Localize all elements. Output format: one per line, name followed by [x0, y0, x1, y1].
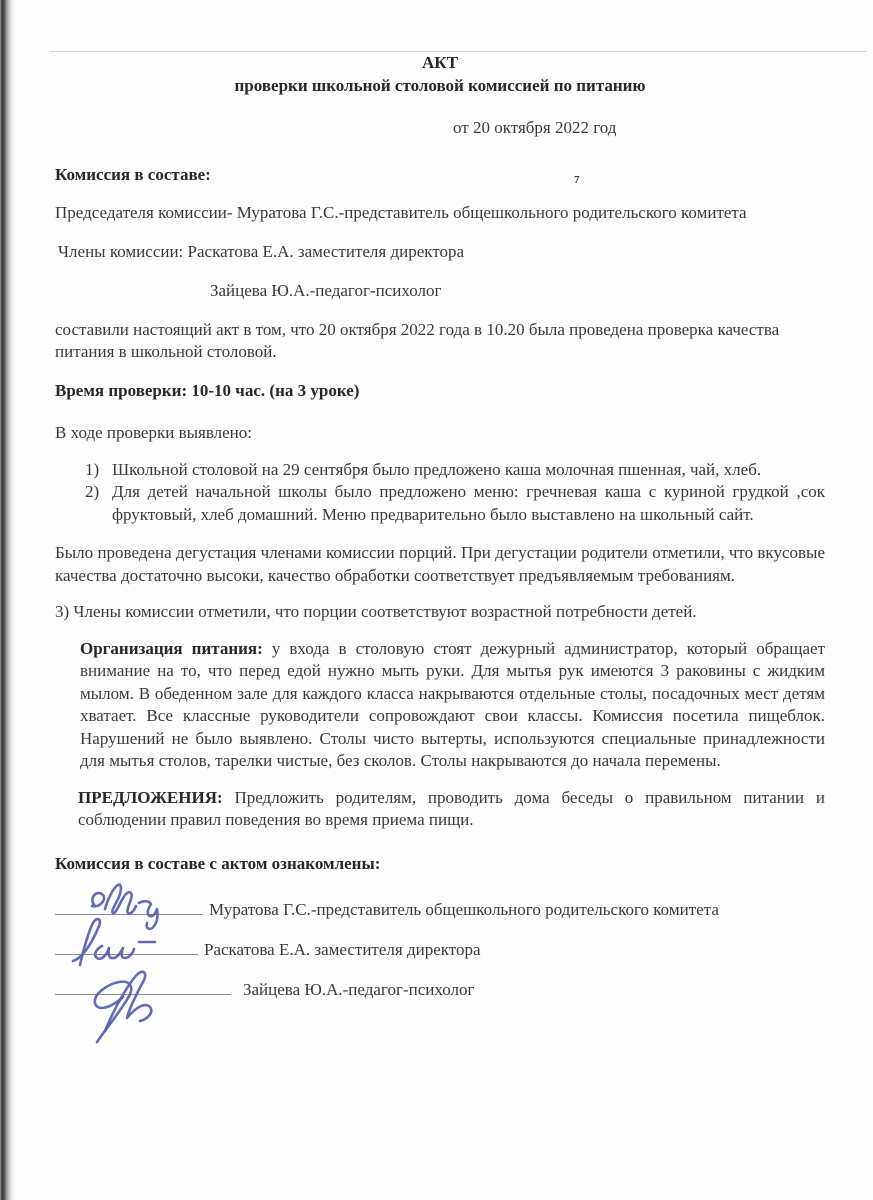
act-intro-paragraph: составили настоящий акт в том, что 20 октября 2022 года в 10.20 была проведена проверка качества питания в школьной столовой. [55, 319, 780, 361]
doc-subtitle: проверки школьной столовой комиссией по питанию [234, 75, 646, 95]
proposals-text: Предложить родителям, проводить дома беседы о правильном питании и соблюдении правил поведения во время приема пищи. [78, 787, 825, 829]
acknowledgement-heading: Комиссия в составе с актом ознакомлены: [55, 853, 381, 873]
commission-heading: Комиссия в составе: [55, 164, 211, 184]
handwritten-signature-muratova [81, 879, 173, 937]
organization-paragraph [55, 638, 825, 773]
signature-row-zaitseva [55, 979, 825, 1019]
proposals-paragraph [55, 787, 825, 832]
list-item-text: Для детей начальной школы было предложено меню: гречневая каша с куриной грудкой ,сок фруктовый, хлеб домашний. Меню предварительно было выставлено на школьный сайт. [112, 482, 825, 524]
signature-row-muratova [55, 899, 825, 939]
findings-list-item [55, 459, 825, 482]
stray-scan-mark: 7 [574, 174, 580, 186]
list-item-number: 2) [85, 482, 100, 501]
tasting-paragraph: Было проведена дегустация членами комиссии порций. При дегустации родители отметили, что вкусовые качества достаточно высоки, качество обработки соответствует предъявляемым требованиям. [55, 543, 825, 585]
signatory-name: Раскатова Е.А. заместителя директора [204, 940, 481, 959]
scan-left-edge-artifact [0, 0, 16, 1200]
signature-line [55, 993, 231, 995]
commission-member-1: Члены комиссии: Раскатова Е.А. заместителя директора [58, 241, 465, 261]
document-body [55, 52, 825, 1019]
list-item-number: 1) [85, 459, 100, 479]
doc-title: АКТ [422, 53, 458, 72]
signatory-name: Муратова Г.С.-представитель общешкольного родительского комитета [209, 900, 719, 919]
findings-list [55, 459, 825, 527]
findings-item-3: 3) Члены комиссии отметили, что порции соответствуют возрастной потребности детей. [55, 602, 697, 621]
findings-heading: В ходе проверки выявлено: [55, 423, 252, 442]
signatory-name: Зайцева Ю.А.-педагог-психолог [243, 980, 475, 999]
commission-chairman: Председателя комиссии- Муратова Г.С.-представитель общешкольного родительского комитета [55, 203, 747, 222]
signature-row-raskatova [55, 939, 825, 979]
doc-date: от 20 октября 2022 год [453, 118, 617, 137]
signature-line [55, 913, 203, 915]
organization-text: у входа в столовую стоят дежурный администратор, который обращает внимание на то, что перед едой нужно мыть руки. Для мытья рук имеются 3 раковины с жидким мылом. В обеденном зале для каждого класса накрываются отдельные столы, посадочных мест детям хватает. Все классные руководители сопровождают свои классы. Комиссия посетила пищеблок. Нарушений не было выявлено. Столы чисто вытерты, используются специальные принадлежности для мытья столов, тарелки чистые, без сколов. Столы накрываются до начала перемены. [80, 638, 825, 770]
inspection-time-heading: Время проверки: 10-10 час. (на 3 уроке) [55, 380, 360, 400]
commission-member-2: Зайцева Ю.А.-педагог-психолог [210, 281, 442, 300]
proposals-label: ПРЕДЛОЖЕНИЯ: [78, 787, 223, 807]
organization-label: Организация питания: [80, 638, 263, 658]
findings-list-item [55, 481, 825, 526]
signature-line [55, 953, 198, 955]
list-item-text: Школьной столовой на 29 сентября было предложено каша молочная пшенная, чай, хлеб. [112, 459, 762, 479]
